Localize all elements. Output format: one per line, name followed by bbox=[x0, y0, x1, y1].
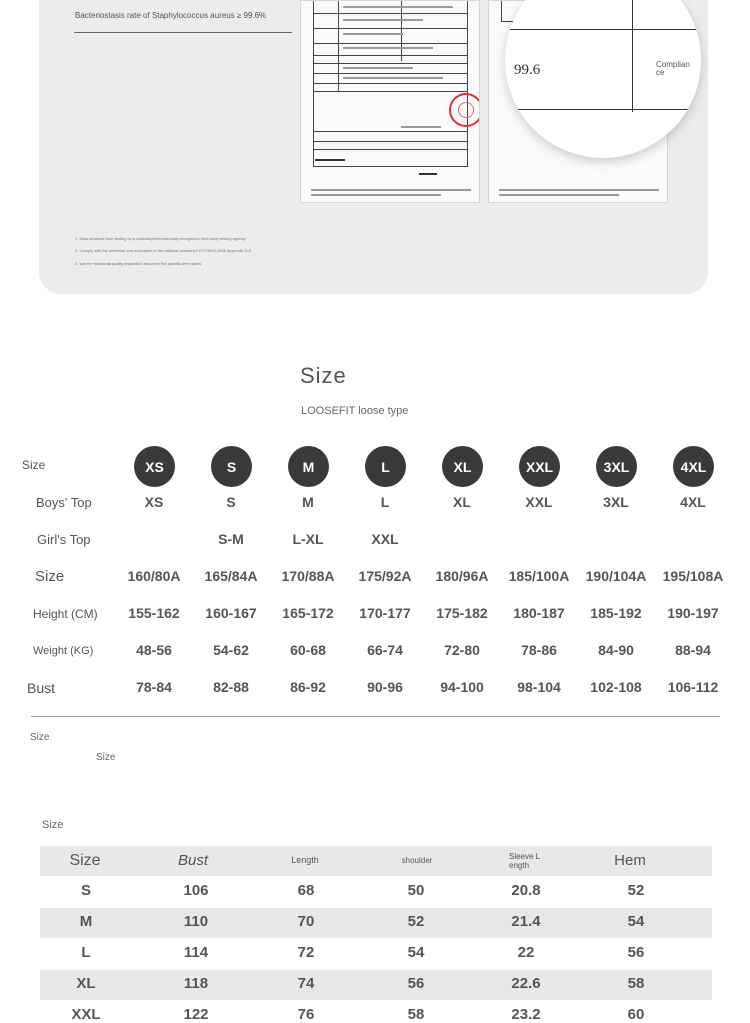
row-label-bust: Bust bbox=[27, 680, 56, 696]
row-label-height: Height (CM) bbox=[33, 607, 98, 621]
divider-line bbox=[74, 32, 292, 33]
table-cell: 50 bbox=[407, 882, 425, 899]
size-cell-girls-top: XXL bbox=[371, 531, 399, 547]
table-cell: 52 bbox=[407, 913, 425, 930]
table-cell: 22.6 bbox=[511, 975, 541, 992]
table-cell: 58 bbox=[627, 975, 645, 992]
size-cell-bust: 86-92 bbox=[290, 679, 326, 695]
size-cell-bust: 94-100 bbox=[440, 679, 484, 695]
size-cell-bust: 102-108 bbox=[590, 679, 642, 695]
table-cell: 52 bbox=[627, 882, 645, 899]
size-cell-size-codes: 165/84A bbox=[204, 568, 258, 584]
table-cell: 21.4 bbox=[511, 913, 541, 930]
table-cell: 76 bbox=[297, 1006, 315, 1023]
column-header-length: Length bbox=[291, 855, 319, 865]
size-badge: XL bbox=[442, 446, 483, 487]
size-cell-height: 175-182 bbox=[436, 605, 488, 621]
size-badge: M bbox=[288, 446, 329, 487]
footnote-1: 1. Data obtained from testing by a nationally/internationally recognized third-party testing agency bbox=[75, 236, 246, 241]
table-cell: 68 bbox=[297, 882, 315, 899]
size-cell-girls-top: S-M bbox=[218, 531, 244, 547]
table-cell: 122 bbox=[183, 1006, 209, 1023]
column-header-shoulder: shoulder bbox=[401, 856, 433, 865]
size-cell-boys-top: XXL bbox=[525, 494, 553, 510]
size-cell-bust: 98-104 bbox=[517, 679, 561, 695]
size-cell-boys-top: XS bbox=[144, 494, 164, 510]
table-cell: 106 bbox=[183, 882, 209, 899]
size-cell-height: 170-177 bbox=[359, 605, 411, 621]
table-cell: 54 bbox=[407, 944, 425, 961]
size-cell-weight: 78-86 bbox=[521, 642, 557, 658]
size-cell-size-codes: 190/104A bbox=[585, 568, 647, 584]
size-badge: S bbox=[211, 446, 252, 487]
size-cell-weight: 54-62 bbox=[213, 642, 249, 658]
column-header-sleeve: Sleeve L ength bbox=[509, 852, 540, 870]
table-cell: 23.2 bbox=[511, 1006, 541, 1023]
size-cell-size-codes: 185/100A bbox=[508, 568, 570, 584]
table-cell: 114 bbox=[183, 944, 209, 961]
footnote-2: 2. Comply with the detection and evaluation in the national standard FZ/T73023-2006 Appendix D.8 bbox=[75, 248, 251, 253]
size-cell-boys-top: M bbox=[302, 494, 314, 510]
column-header-size: Size bbox=[69, 852, 101, 869]
section-subtitle: LOOSEFIT loose type bbox=[301, 405, 409, 417]
size-cell-height: 190-197 bbox=[667, 605, 719, 621]
size-cell-weight: 66-74 bbox=[367, 642, 403, 658]
row-label-weight: Weight (KG) bbox=[33, 645, 94, 657]
footnote-3: 3. see the functional quality inspection report for the specific test values bbox=[75, 261, 202, 266]
section-title: Size bbox=[300, 363, 347, 388]
table-cell: 20.8 bbox=[511, 882, 541, 899]
table-cell: 118 bbox=[183, 975, 209, 992]
table-cell: 74 bbox=[297, 975, 315, 992]
size-cell-height: 165-172 bbox=[282, 605, 334, 621]
size-cell-boys-top: S bbox=[226, 494, 236, 510]
table-cell: 110 bbox=[183, 913, 209, 930]
size-badge: 4XL bbox=[673, 446, 714, 487]
size-badge: XXL bbox=[519, 446, 560, 487]
size-cell-size-codes: 195/108A bbox=[662, 568, 724, 584]
size-cell-bust: 82-88 bbox=[213, 679, 249, 695]
magnified-compliance: Compliance bbox=[656, 60, 690, 77]
table-cell: 60 bbox=[627, 1006, 645, 1023]
size-cell-weight: 72-80 bbox=[444, 642, 480, 658]
size-cell-boys-top: XL bbox=[453, 494, 471, 510]
table-cell: 70 bbox=[297, 913, 315, 930]
section-divider bbox=[31, 716, 720, 717]
column-header-bust: Bust bbox=[177, 852, 208, 869]
size-cell-weight: 60-68 bbox=[290, 642, 326, 658]
size-badge: 3XL bbox=[596, 446, 637, 487]
size-cell-size-codes: 175/92A bbox=[358, 568, 412, 584]
table-cell: M bbox=[79, 913, 93, 930]
size-note-1: Size bbox=[30, 732, 50, 743]
table-caption: Size bbox=[42, 819, 64, 831]
size-cell-height: 180-187 bbox=[513, 605, 565, 621]
size-cell-size-codes: 170/88A bbox=[281, 568, 335, 584]
table-cell: 72 bbox=[297, 944, 315, 961]
row-label-boys-top: Boys' Top bbox=[36, 495, 92, 510]
table-cell: S bbox=[80, 882, 91, 899]
size-cell-height: 185-192 bbox=[590, 605, 642, 621]
size-badge: L bbox=[365, 446, 406, 487]
table-cell: 56 bbox=[627, 944, 645, 961]
magnified-value: 99.6 bbox=[514, 62, 541, 78]
table-cell: 22 bbox=[517, 944, 535, 961]
size-cell-weight: 88-94 bbox=[675, 642, 711, 658]
table-cell: XL bbox=[76, 975, 96, 992]
table-cell: 58 bbox=[407, 1006, 425, 1023]
row-label-size-code: Size bbox=[35, 568, 65, 585]
size-cell-weight: 48-56 bbox=[136, 642, 172, 658]
row-label-size: Size bbox=[22, 458, 46, 472]
size-cell-bust: 78-84 bbox=[136, 679, 172, 695]
size-cell-boys-top: 3XL bbox=[603, 494, 629, 510]
row-label-girls-top: Girl's Top bbox=[37, 532, 91, 547]
size-cell-bust: 106-112 bbox=[667, 679, 719, 695]
table-cell: XXL bbox=[71, 1006, 101, 1023]
bacteriostasis-text: Bacteriostasis rate of Staphylococcus aureus ≥ 99.6% bbox=[75, 11, 267, 20]
table-cell: L bbox=[81, 944, 91, 961]
size-cell-size-codes: 160/80A bbox=[127, 568, 181, 584]
size-note-2: Size bbox=[96, 752, 116, 763]
size-cell-boys-top: L bbox=[380, 494, 390, 510]
column-header-hem: Hem bbox=[614, 852, 646, 869]
size-cell-weight: 84-90 bbox=[598, 642, 634, 658]
table-cell: 54 bbox=[627, 913, 645, 930]
size-cell-boys-top: 4XL bbox=[680, 494, 706, 510]
size-cell-height: 160-167 bbox=[205, 605, 257, 621]
test-report-image bbox=[300, 0, 480, 203]
table-cell: 56 bbox=[407, 975, 425, 992]
stamp-icon bbox=[449, 93, 480, 127]
size-badge: XS bbox=[134, 446, 175, 487]
size-cell-height: 155-162 bbox=[128, 605, 180, 621]
size-cell-girls-top: L-XL bbox=[292, 531, 324, 547]
size-cell-bust: 90-96 bbox=[367, 679, 403, 695]
size-cell-size-codes: 180/96A bbox=[435, 568, 489, 584]
